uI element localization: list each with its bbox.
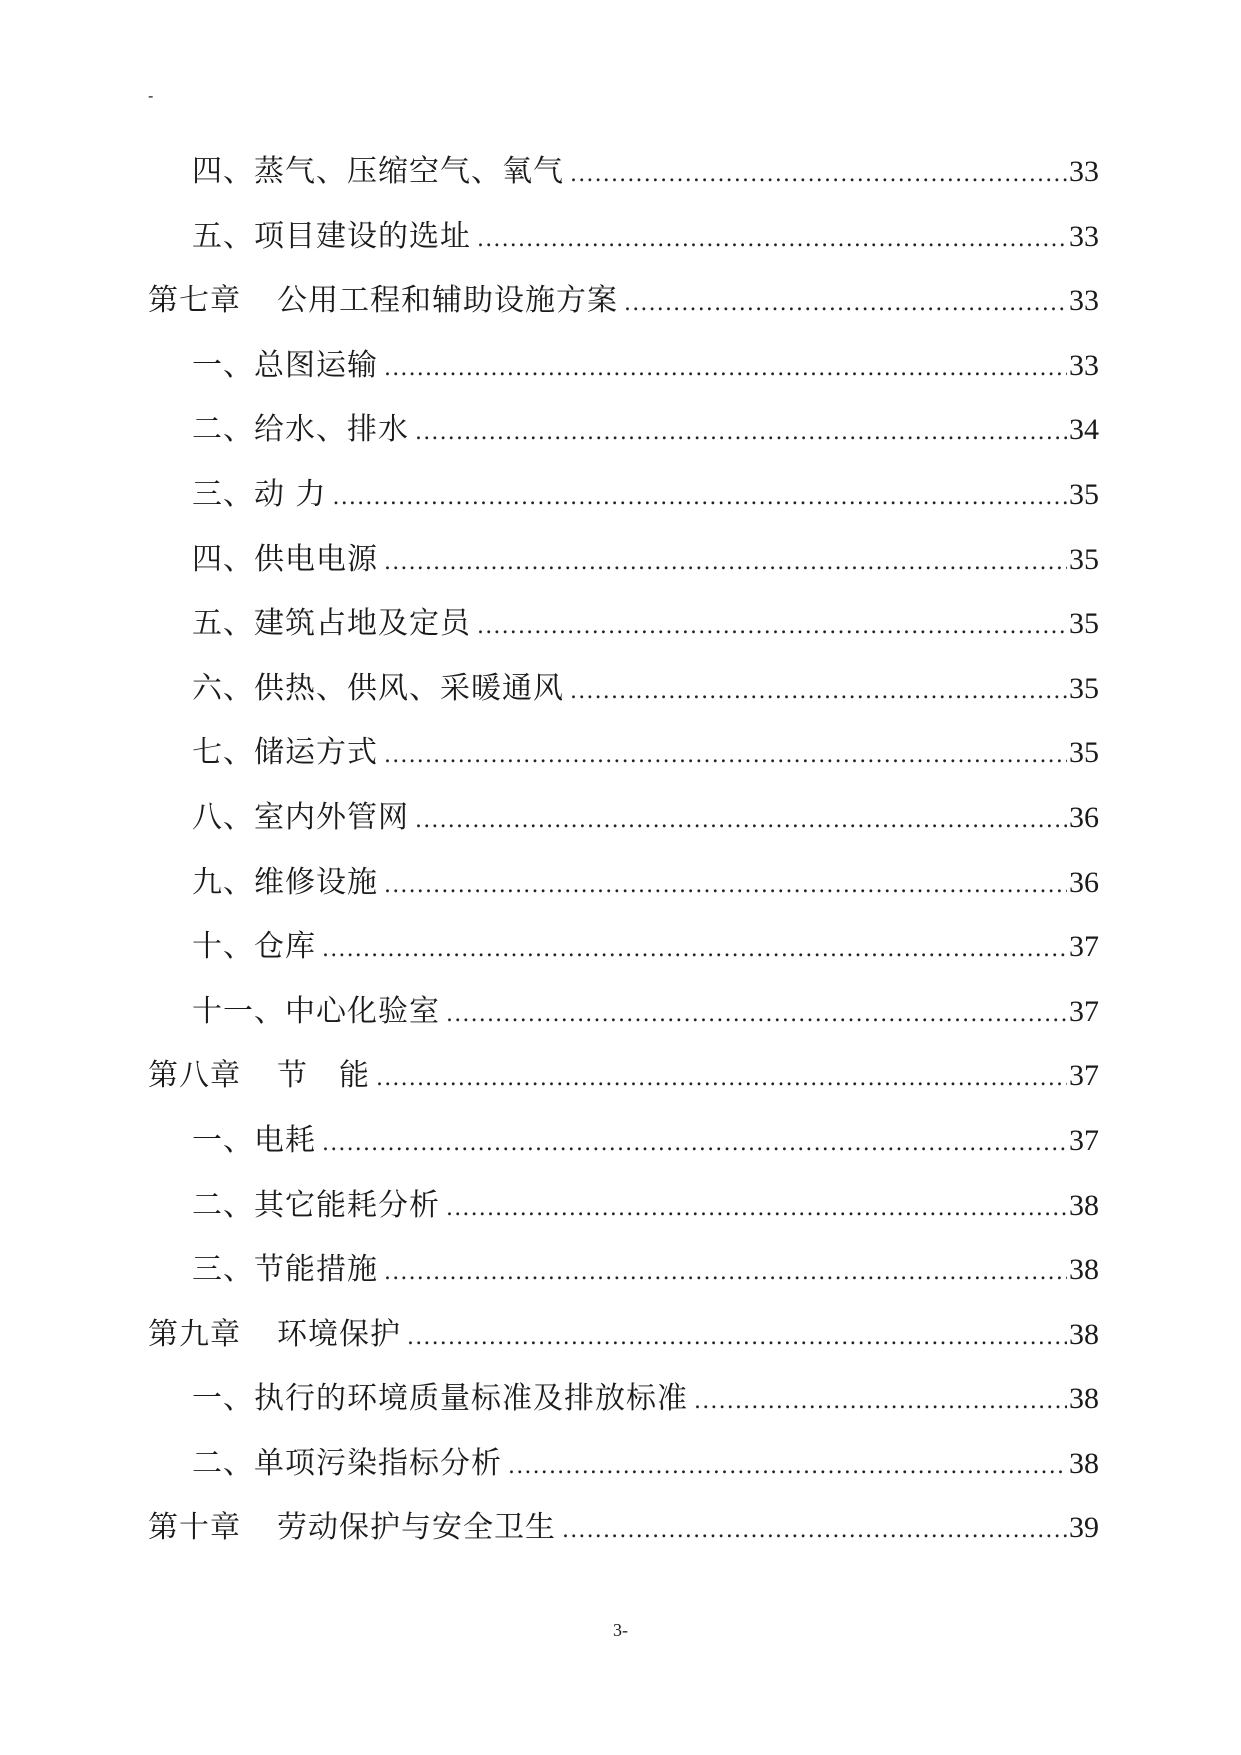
toc-page-number: 36 — [1069, 800, 1099, 834]
toc-dot-leader — [384, 1241, 1067, 1306]
toc-entry-label: 二、给水、排水 — [192, 412, 409, 448]
toc-entry-label: 四、供电电源 — [192, 541, 378, 577]
toc-chapter-title: 公用工程和辅助设施方案 — [277, 283, 618, 319]
toc-entry-label: 十一、中心化验室 — [192, 993, 440, 1029]
toc-section-entry[interactable] — [148, 1174, 1099, 1239]
toc-section-entry[interactable] — [148, 528, 1099, 593]
header-mark: - — [148, 86, 154, 105]
toc-entry-label: 二、其它能耗分析 — [192, 1187, 440, 1223]
toc-page-number: 34 — [1069, 413, 1099, 447]
toc-dot-leader — [407, 1306, 1067, 1371]
toc-entry-label: 五、项目建设的选址 — [192, 218, 471, 254]
toc-dot-leader — [415, 789, 1067, 854]
toc-page-number: 35 — [1069, 542, 1099, 576]
toc-section-entry[interactable] — [148, 915, 1099, 980]
toc-page-number: 37 — [1069, 1123, 1099, 1157]
toc-dot-leader — [384, 337, 1067, 402]
toc-entry-label: 三、动 力 — [192, 476, 327, 512]
toc-section-entry[interactable] — [148, 140, 1099, 205]
toc-dot-leader — [570, 143, 1067, 208]
toc-page-number: 36 — [1069, 865, 1099, 899]
toc-entry-label: 一、执行的环境质量标准及排放标准 — [192, 1381, 688, 1417]
toc-entry-label: 三、节能措施 — [192, 1252, 378, 1288]
toc-page-number: 35 — [1069, 671, 1099, 705]
toc-dot-leader — [446, 983, 1067, 1048]
toc-dot-leader — [570, 660, 1067, 725]
toc-entry-label: 六、供热、供风、采暖通风 — [192, 670, 564, 706]
toc-section-entry[interactable] — [148, 721, 1099, 786]
toc-page-number: 33 — [1069, 284, 1099, 318]
toc-dot-leader — [384, 724, 1067, 789]
toc-section-entry[interactable] — [148, 1238, 1099, 1303]
toc-dot-leader — [384, 531, 1067, 596]
toc-section-entry[interactable] — [148, 398, 1099, 463]
toc-section-entry[interactable] — [148, 463, 1099, 528]
toc-entry-label — [148, 1496, 556, 1561]
toc-dot-leader — [333, 466, 1067, 531]
toc-dot-leader — [376, 1047, 1067, 1112]
table-of-contents — [148, 140, 1099, 1561]
toc-page-number: 37 — [1069, 1059, 1099, 1093]
toc-page-number: 37 — [1069, 930, 1099, 964]
toc-section-entry[interactable] — [148, 786, 1099, 851]
toc-page-number: 38 — [1069, 1382, 1099, 1416]
toc-entry-label — [148, 1303, 401, 1368]
toc-chapter-entry[interactable] — [148, 269, 1099, 334]
toc-chapter-number: 第八章 — [148, 1058, 241, 1094]
toc-section-entry[interactable] — [148, 334, 1099, 399]
toc-dot-leader — [384, 854, 1067, 919]
toc-entry-label — [148, 1044, 370, 1109]
toc-section-entry[interactable] — [148, 657, 1099, 722]
toc-dot-leader — [477, 208, 1067, 273]
toc-dot-leader — [694, 1370, 1067, 1435]
toc-section-entry[interactable] — [148, 1109, 1099, 1174]
toc-chapter-title: 节 能 — [277, 1058, 370, 1094]
toc-chapter-number: 第十章 — [148, 1510, 241, 1546]
toc-entry-label: 十、仓库 — [192, 929, 316, 965]
toc-chapter-number: 第九章 — [148, 1316, 241, 1352]
toc-section-entry[interactable] — [148, 1432, 1099, 1497]
toc-section-entry[interactable] — [148, 851, 1099, 916]
toc-dot-leader — [322, 918, 1067, 983]
toc-entry-label: 二、单项污染指标分析 — [192, 1445, 502, 1481]
toc-page-number: 35 — [1069, 736, 1099, 770]
toc-section-entry[interactable] — [148, 592, 1099, 657]
toc-dot-leader — [508, 1435, 1067, 1500]
toc-entry-label: 九、维修设施 — [192, 864, 378, 900]
toc-section-entry[interactable] — [148, 1367, 1099, 1432]
toc-section-entry[interactable] — [148, 980, 1099, 1045]
toc-chapter-entry[interactable] — [148, 1044, 1099, 1109]
toc-entry-label: 一、总图运输 — [192, 347, 378, 383]
toc-entry-label: 八、室内外管网 — [192, 799, 409, 835]
toc-page-number: 38 — [1069, 1253, 1099, 1287]
toc-page-number: 38 — [1069, 1446, 1099, 1480]
toc-page-number: 33 — [1069, 219, 1099, 253]
toc-dot-leader — [446, 1177, 1067, 1242]
toc-dot-leader — [415, 401, 1067, 466]
toc-chapter-entry[interactable] — [148, 1303, 1099, 1368]
toc-page-number: 35 — [1069, 477, 1099, 511]
toc-page-number: 37 — [1069, 994, 1099, 1028]
toc-page-number: 33 — [1069, 348, 1099, 382]
toc-page-number: 38 — [1069, 1188, 1099, 1222]
toc-entry-label: 一、电耗 — [192, 1122, 316, 1158]
toc-page-number: 35 — [1069, 607, 1099, 641]
toc-dot-leader — [562, 1499, 1067, 1564]
toc-page-number: 39 — [1069, 1511, 1099, 1545]
toc-chapter-title: 劳动保护与安全卫生 — [277, 1510, 556, 1546]
toc-page-number: 38 — [1069, 1317, 1099, 1351]
toc-entry-label: 四、蒸气、压缩空气、氧气 — [192, 154, 564, 189]
toc-chapter-number: 第七章 — [148, 283, 241, 319]
toc-entry-label: 五、建筑占地及定员 — [192, 606, 471, 642]
toc-chapter-entry[interactable] — [148, 1496, 1099, 1561]
toc-dot-leader — [624, 272, 1067, 337]
toc-chapter-title: 环境保护 — [277, 1316, 401, 1352]
toc-page-number: 33 — [1069, 155, 1099, 188]
page-number: 3- — [613, 1620, 628, 1640]
toc-dot-leader — [322, 1112, 1067, 1177]
toc-entry-label: 七、储运方式 — [192, 735, 378, 771]
toc-entry-label — [148, 269, 618, 334]
toc-section-entry[interactable] — [148, 205, 1099, 270]
toc-dot-leader — [477, 595, 1067, 660]
